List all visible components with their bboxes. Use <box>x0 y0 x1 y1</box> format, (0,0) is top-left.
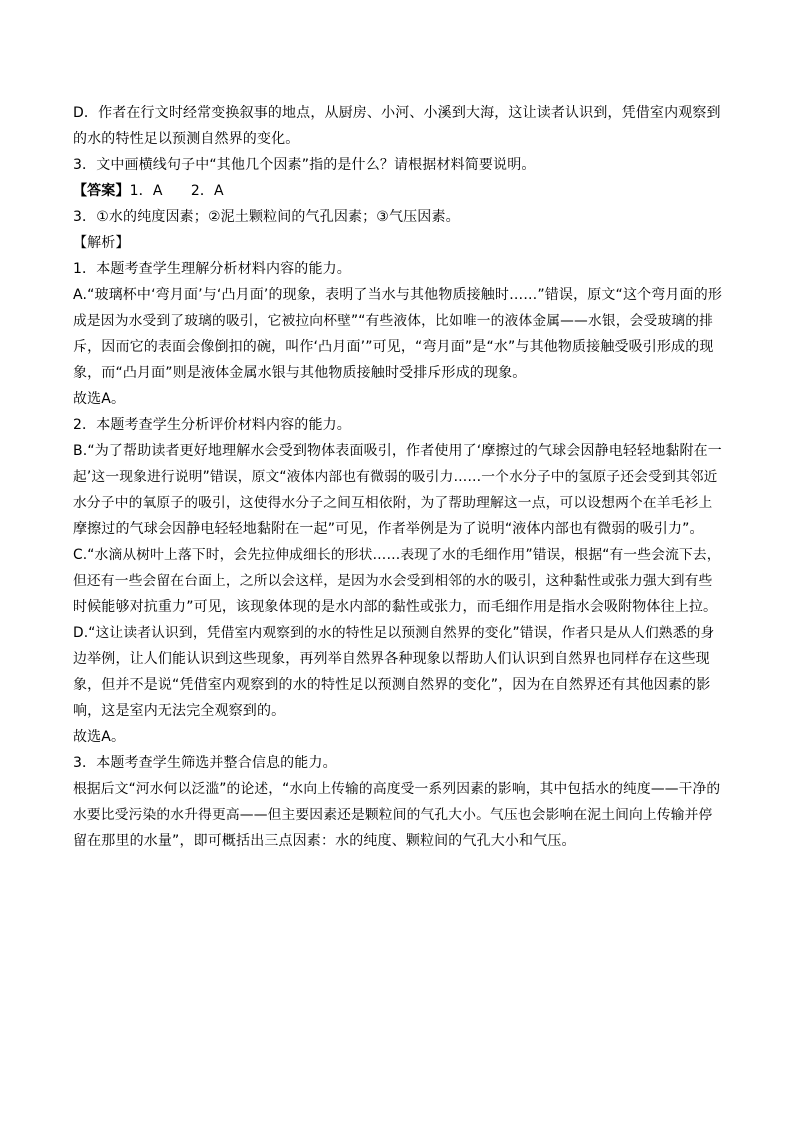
analysis-2-intro: 2．本题考查学生分析评价材料内容的能力。 <box>73 417 351 433</box>
answer-label: 【答案】 <box>73 183 130 199</box>
analysis-2-b-line-4: 摩擦过的气球会因静电轻轻地黏附在一起”可见，作者举例是为了说明“液体内部也有微弱的吸引力”。 <box>73 521 704 537</box>
analysis-3-intro: 3．本题考查学生筛选并整合信息的能力。 <box>73 755 337 771</box>
analysis-heading: 【解析】 <box>73 235 130 251</box>
analysis-2-conclusion: 故选A。 <box>73 729 126 745</box>
analysis-2-c-line-2: 但还有一些会留在台面上，之所以会这样，是因为水会受到相邻的水的吸引，这种黏性或张力强大到有些 <box>73 573 713 589</box>
question-3: 3．文中画横线句子中“其他几个因素”指的是什么？请根据材料简要说明。 <box>73 157 536 173</box>
analysis-3-line-3: 留在那里的水量”，即可概括出三点因素：水的纯度、颗粒间的气孔大小和气压。 <box>73 833 576 849</box>
analysis-2-d-line-4: 响，这是室内无法完全观察到的。 <box>73 703 286 719</box>
answer-3: 3．①水的纯度因素；②泥土颗粒间的气孔因素；③气压因素。 <box>73 209 460 225</box>
answer-line <box>73 178 723 204</box>
document-body <box>73 100 723 854</box>
analysis-2-c-line-3: 时候能够对抗重力”可见，该现象体现的是水内部的黏性或张力，而毛细作用是指水会吸附物体往上拉。 <box>73 599 718 615</box>
answer-values: 1．A 2．A <box>129 183 224 199</box>
analysis-1-intro: 1．本题考查学生理解分析材料内容的能力。 <box>73 261 351 277</box>
analysis-2-b-line-2: 起’这一现象进行说明”错误，原文“液体内部也有微弱的吸引力……一个水分子中的氢原子还会受到其邻近 <box>73 469 718 485</box>
analysis-1-a-line-1: A.“玻璃杯中‘弯月面’与‘凸月面’的现象，表明了当水与其他物质接触时……”错误，原文“这个弯月面的形 <box>73 287 722 303</box>
option-d-line-1: D．作者在行文时经常变换叙事的地点，从厨房、小河、小溪到大海，这让读者认识到，凭借室内观察到 <box>73 105 721 121</box>
analysis-2-d-line-3: 象，但并不是说“凭借室内观察到的水的特性足以预测自然界的变化”，因为在自然界还有其他因素的影 <box>73 677 711 693</box>
analysis-1-a-line-2: 成是因为水受到了玻璃的吸引，它被拉向杯壁”“有些液体，比如唯一的液体金属——水银，会受玻璃的排 <box>73 313 714 329</box>
analysis-1-a-line-4: 象，而“凸月面”则是液体金属水银与其他物质接触时受排斥形成的现象。 <box>73 365 527 381</box>
analysis-2-b-line-3: 水分子中的氧原子的吸引，这使得水分子之间互相依附，为了帮助理解这一点，可以设想两个在羊毛衫上 <box>73 495 713 511</box>
analysis-3-line-2: 水要比受污染的水升得更高——但主要因素还是颗粒间的气孔大小。气压也会影响在泥土间向上传输并停 <box>73 807 713 823</box>
analysis-2-b-line-1: B.“为了帮助读者更好地理解水会受到物体表面吸引，作者使用了‘摩擦过的气球会因静电轻轻地黏附在一 <box>73 443 722 459</box>
analysis-1-conclusion: 故选A。 <box>73 391 126 407</box>
analysis-2-c-line-1: C.“水滴从树叶上落下时，会先拉伸成细长的形状……表现了水的毛细作用”错误，根据“有一些会流下去， <box>73 547 721 563</box>
analysis-3-line-1: 根据后文“河水何以泛滥”的论述，“水向上传输的高度受一系列因素的影响，其中包括水的纯度——干净的 <box>73 781 721 797</box>
analysis-1-a-line-3: 斥，因而它的表面会像倒扣的碗，叫作‘凸月面’”可见，“弯月面”是“水”与其他物质接触受吸引形成的现 <box>73 339 714 355</box>
analysis-2-d-line-1: D.“这让读者认识到，凭借室内观察到的水的特性足以预测自然界的变化”错误，作者只是从人们熟悉的身 <box>73 625 715 641</box>
option-d-line-2: 的水的特性足以预测自然界的变化。 <box>73 131 300 147</box>
analysis-2-d-line-2: 边举例，让人们能认识到这些现象，再列举自然界各种现象以帮助人们认识到自然界也同样存在这些现 <box>73 651 710 667</box>
